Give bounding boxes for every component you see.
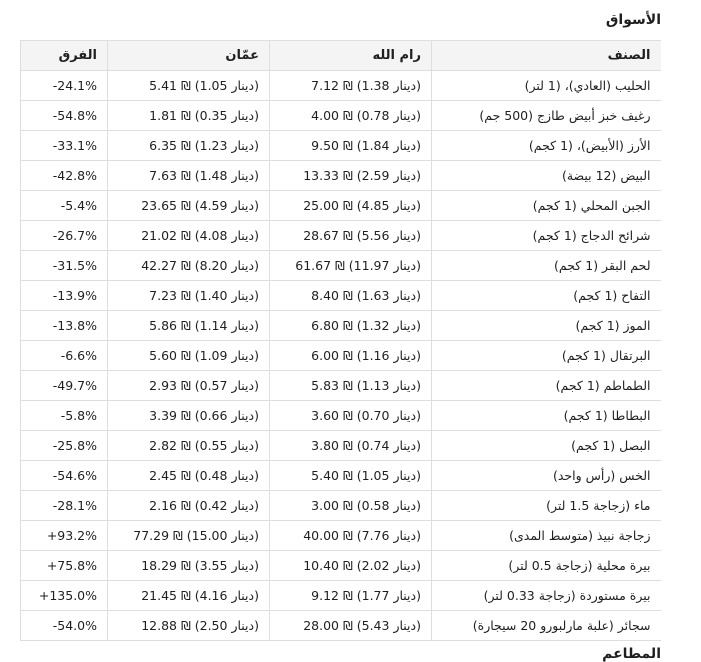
cell-amman-price: [108, 581, 270, 611]
table-row: [21, 251, 661, 281]
cell-diff: [21, 101, 108, 131]
cell-item: [432, 281, 661, 311]
cell-item-text: البطاطا (1 كجم): [563, 408, 651, 423]
cell-amman-price: [108, 251, 270, 281]
cell-amman-price-text: 2.45 ₪ (0.48 دينار): [149, 468, 259, 483]
cell-item: [432, 581, 661, 611]
cell-ramallah-price: [270, 281, 432, 311]
cell-amman-price-text: 21.45 ₪ (4.16 دينار): [141, 588, 259, 603]
cell-item-text: بيرة محلية (زجاجة 0.5 لتر): [508, 558, 651, 573]
cell-ramallah-price-text: 4.00 ₪ (0.78 دينار): [311, 108, 421, 123]
cell-item-text: بيرة مستوردة (زجاجة 0.33 لتر): [483, 588, 651, 603]
cell-ramallah-price: [270, 551, 432, 581]
section-title: الأسواق: [605, 12, 661, 28]
cell-ramallah-price: [270, 521, 432, 551]
table-row: [21, 491, 661, 521]
cell-ramallah-price: [270, 401, 432, 431]
cell-diff: [21, 341, 108, 371]
table-row: [21, 401, 661, 431]
cell-amman-price-text: 42.27 ₪ (8.20 دينار): [141, 258, 259, 273]
cell-diff-text: -5.4%: [60, 198, 97, 213]
cell-diff: [21, 191, 108, 221]
cell-ramallah-price: [270, 581, 432, 611]
cell-ramallah-price: [270, 461, 432, 491]
cell-item-text: لحم البقر (1 كجم): [554, 258, 651, 273]
cell-amman-price-text: 2.16 ₪ (0.42 دينار): [149, 498, 259, 513]
cell-item: [432, 551, 661, 581]
cell-amman-price-text: 1.81 ₪ (0.35 دينار): [149, 108, 259, 123]
table-row: [21, 311, 661, 341]
table-row: [21, 521, 661, 551]
cell-ramallah-price-text: 9.50 ₪ (1.84 دينار): [311, 138, 421, 153]
cell-ramallah-price: [270, 251, 432, 281]
cell-item: [432, 521, 661, 551]
cell-amman-price-text: 2.93 ₪ (0.57 دينار): [149, 378, 259, 393]
table-row: [21, 101, 661, 131]
cell-amman-price: [108, 161, 270, 191]
cell-ramallah-price: [270, 131, 432, 161]
cell-diff: [21, 401, 108, 431]
cell-item: [432, 341, 661, 371]
cell-item-text: سجائر (علبة مارلبورو 20 سيجارة): [472, 618, 651, 633]
cell-amman-price-text: 21.02 ₪ (4.08 دينار): [141, 228, 259, 243]
cell-item-text: الجبن المحلي (1 كجم): [532, 198, 651, 213]
cell-amman-price: [108, 101, 270, 131]
cell-amman-price: [108, 371, 270, 401]
cell-item: [432, 251, 661, 281]
cell-diff: [21, 461, 108, 491]
cell-diff: [21, 161, 108, 191]
table-header-row: [21, 41, 661, 71]
cell-ramallah-price-text: 28.67 ₪ (5.56 دينار): [303, 228, 421, 243]
table-row: [21, 431, 661, 461]
cell-amman-price: [108, 221, 270, 251]
cell-item-text: الأرز (الأبيض)، (1 كجم): [528, 138, 651, 153]
cell-amman-price-text: 12.88 ₪ (2.50 دينار): [141, 618, 259, 633]
cell-diff-text: -54.6%: [52, 468, 97, 483]
cell-diff-text: -5.8%: [60, 408, 97, 423]
cell-diff-text: -54.8%: [52, 108, 97, 123]
cell-item-text: زجاجة نبيذ (متوسط المدى): [509, 528, 651, 543]
cell-item: [432, 71, 661, 101]
cell-amman-price: [108, 281, 270, 311]
cell-diff: [21, 611, 108, 641]
table-row: [21, 281, 661, 311]
cell-diff-text: -13.8%: [52, 318, 97, 333]
cell-ramallah-price-text: 28.00 ₪ (5.43 دينار): [303, 618, 421, 633]
cell-item: [432, 101, 661, 131]
cell-amman-price: [108, 521, 270, 551]
cell-item-text: الطماطم (1 كجم): [555, 378, 651, 393]
cell-amman-price-text: 6.35 ₪ (1.23 دينار): [149, 138, 259, 153]
cell-amman-price-text: 77.29 ₪ (15.00 دينار): [133, 528, 259, 543]
cell-amman-price-text: 5.60 ₪ (1.09 دينار): [149, 348, 259, 363]
column-header-diff: الفرق: [21, 41, 108, 71]
cell-item-text: التفاح (1 كجم): [573, 288, 651, 303]
cell-item: [432, 221, 661, 251]
cell-amman-price: [108, 71, 270, 101]
cell-diff-text: -42.8%: [52, 168, 97, 183]
cell-diff: [21, 371, 108, 401]
cell-diff: [21, 71, 108, 101]
cell-ramallah-price: [270, 221, 432, 251]
cell-diff-text: -24.1%: [52, 78, 97, 93]
cell-diff: [21, 311, 108, 341]
cell-amman-price-text: 18.29 ₪ (3.55 دينار): [141, 558, 259, 573]
cell-amman-price: [108, 131, 270, 161]
cell-amman-price-text: 7.23 ₪ (1.40 دينار): [149, 288, 259, 303]
table-row: [21, 161, 661, 191]
cell-ramallah-price-text: 25.00 ₪ (4.85 دينار): [303, 198, 421, 213]
cell-ramallah-price: [270, 341, 432, 371]
column-header-amman: عمّان: [108, 41, 270, 71]
cell-ramallah-price-text: 3.00 ₪ (0.58 دينار): [311, 498, 421, 513]
cell-diff-text: -13.9%: [52, 288, 97, 303]
cell-item-text: ماء (زجاجة 1.5 لتر): [546, 498, 651, 513]
cell-amman-price: [108, 461, 270, 491]
cell-ramallah-price-text: 6.00 ₪ (1.16 دينار): [311, 348, 421, 363]
table-row: [21, 611, 661, 641]
cell-diff-text: -54.0%: [52, 618, 97, 633]
cell-ramallah-price-text: 8.40 ₪ (1.63 دينار): [311, 288, 421, 303]
cell-ramallah-price-text: 40.00 ₪ (7.76 دينار): [303, 528, 421, 543]
cell-amman-price-text: 2.82 ₪ (0.55 دينار): [149, 438, 259, 453]
column-header-item: الصنف: [432, 41, 661, 71]
cell-amman-price: [108, 191, 270, 221]
cell-ramallah-price: [270, 71, 432, 101]
table-row: [21, 341, 661, 371]
cell-ramallah-price-text: 5.40 ₪ (1.05 دينار): [311, 468, 421, 483]
cell-amman-price-text: 3.39 ₪ (0.66 دينار): [149, 408, 259, 423]
cell-amman-price-text: 7.63 ₪ (1.48 دينار): [149, 168, 259, 183]
cell-ramallah-price-text: 3.60 ₪ (0.70 دينار): [311, 408, 421, 423]
cell-diff-text: -49.7%: [52, 378, 97, 393]
cell-diff-text: -31.5%: [52, 258, 97, 273]
table-row: [21, 371, 661, 401]
cell-ramallah-price-text: 13.33 ₪ (2.59 دينار): [303, 168, 421, 183]
cell-diff: [21, 491, 108, 521]
next-section-title: المطاعم: [602, 646, 661, 662]
table-row: [21, 581, 661, 611]
table-row: [21, 71, 661, 101]
cell-diff: [21, 551, 108, 581]
table-row: [21, 131, 661, 161]
cell-ramallah-price: [270, 311, 432, 341]
cell-ramallah-price: [270, 101, 432, 131]
table-row: [21, 191, 661, 221]
cell-amman-price-text: 23.65 ₪ (4.59 دينار): [141, 198, 259, 213]
cell-amman-price: [108, 311, 270, 341]
cell-item-text: الحليب (العادي)، (1 لتر): [524, 78, 651, 93]
cell-ramallah-price: [270, 611, 432, 641]
cell-ramallah-price: [270, 371, 432, 401]
table-row: [21, 221, 661, 251]
cell-item: [432, 131, 661, 161]
cell-diff-text: +75.8%: [46, 558, 97, 573]
cell-item-text: البيض (12 بيضة): [561, 168, 651, 183]
cell-diff: [21, 281, 108, 311]
cell-ramallah-price-text: 9.12 ₪ (1.77 دينار): [311, 588, 421, 603]
cell-item-text: شرائح الدجاج (1 كجم): [532, 228, 651, 243]
cell-amman-price: [108, 341, 270, 371]
cell-ramallah-price-text: 10.40 ₪ (2.02 دينار): [303, 558, 421, 573]
cell-diff: [21, 221, 108, 251]
cell-diff-text: -28.1%: [52, 498, 97, 513]
cell-ramallah-price: [270, 191, 432, 221]
cell-item: [432, 371, 661, 401]
table-row: [21, 551, 661, 581]
cell-diff-text: +93.2%: [46, 528, 97, 543]
cell-amman-price: [108, 431, 270, 461]
price-comparison-table-container: [20, 40, 660, 641]
cell-diff: [21, 251, 108, 281]
cell-item-text: البرتقال (1 كجم): [561, 348, 651, 363]
cell-ramallah-price: [270, 161, 432, 191]
cell-ramallah-price-text: 7.12 ₪ (1.38 دينار): [311, 78, 421, 93]
cell-amman-price: [108, 491, 270, 521]
cell-item: [432, 461, 661, 491]
cell-item: [432, 431, 661, 461]
cell-diff: [21, 581, 108, 611]
cell-item: [432, 401, 661, 431]
cell-amman-price: [108, 611, 270, 641]
column-header-ramallah: رام الله: [270, 41, 432, 71]
cell-amman-price-text: 5.86 ₪ (1.14 دينار): [149, 318, 259, 333]
cell-item-text: رغيف خبز أبيض طازج (500 جم): [479, 108, 651, 123]
cell-ramallah-price: [270, 431, 432, 461]
cell-item: [432, 191, 661, 221]
cell-item-text: الموز (1 كجم): [575, 318, 651, 333]
cell-diff-text: -33.1%: [52, 138, 97, 153]
cell-amman-price: [108, 551, 270, 581]
price-comparison-table: [20, 40, 661, 641]
cell-diff-text: -25.8%: [52, 438, 97, 453]
cell-item: [432, 491, 661, 521]
table-body: [21, 71, 661, 641]
cell-item: [432, 311, 661, 341]
cell-ramallah-price-text: 3.80 ₪ (0.74 دينار): [311, 438, 421, 453]
cell-item-text: البصل (1 كجم): [571, 438, 651, 453]
cell-item: [432, 161, 661, 191]
cell-ramallah-price-text: 5.83 ₪ (1.13 دينار): [311, 378, 421, 393]
cell-diff-text: -26.7%: [52, 228, 97, 243]
cell-diff: [21, 431, 108, 461]
cell-item-text: الخس (رأس واحد): [552, 468, 651, 483]
table-row: [21, 461, 661, 491]
cell-amman-price: [108, 401, 270, 431]
cell-amman-price-text: 5.41 ₪ (1.05 دينار): [149, 78, 259, 93]
cell-diff: [21, 131, 108, 161]
cell-item: [432, 611, 661, 641]
cell-diff: [21, 521, 108, 551]
cell-ramallah-price-text: 6.80 ₪ (1.32 دينار): [311, 318, 421, 333]
cell-ramallah-price-text: 61.67 ₪ (11.97 دينار): [295, 258, 421, 273]
cell-diff-text: +135.0%: [38, 588, 97, 603]
cell-diff-text: -6.6%: [60, 348, 97, 363]
cell-ramallah-price: [270, 491, 432, 521]
